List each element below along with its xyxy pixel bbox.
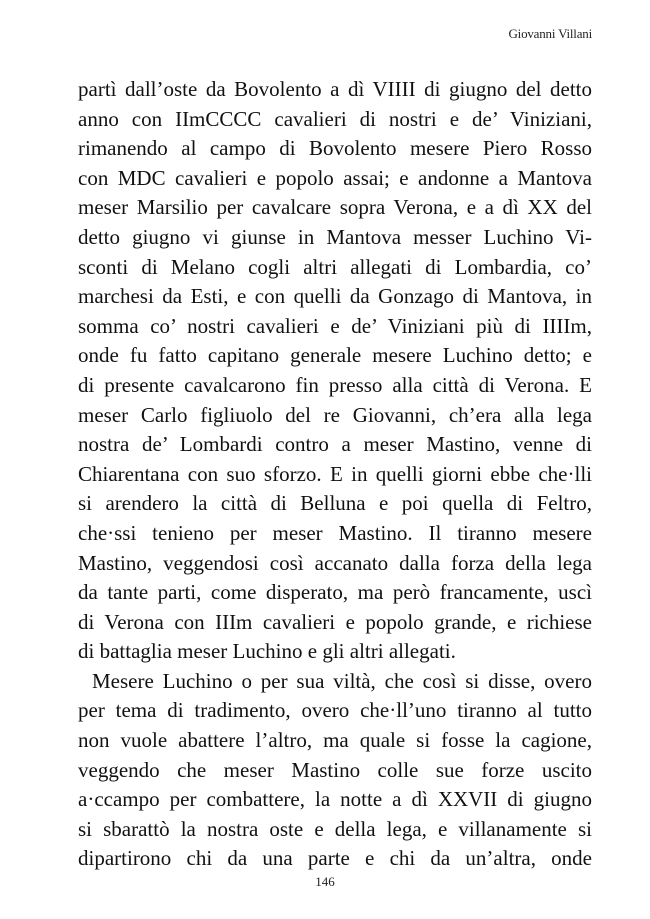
body-text bbox=[78, 75, 592, 874]
text-line: anno con IImCCCC cavalieri di nostri e de’ Viniziani, bbox=[78, 106, 592, 131]
text-line: somma co’ nostri cavalieri e de’ Viniziani più di IIIIm, bbox=[78, 313, 592, 338]
text-line: si sbarattò la nostra oste e della lega, e villanamente si bbox=[78, 816, 592, 841]
text-line: rimanendo al campo di Bovolento mesere Piero Rosso bbox=[78, 136, 592, 161]
text-line: si arendero la città di Belluna e poi quella di Feltro, bbox=[78, 491, 592, 516]
text-line: Mesere Luchino o per sua viltà, che così si disse, overo bbox=[92, 668, 592, 693]
text-line: sconti di Melano cogli altri allegati di Lombardia, co’ bbox=[78, 254, 592, 279]
paragraph bbox=[78, 75, 592, 667]
text-line: non vuole abattere l’altro, ma quale si fosse la cagione, bbox=[78, 728, 592, 753]
text-line: meser Marsilio per cavalcare sopra Verona, e a dì XX del bbox=[78, 195, 592, 220]
text-line: partì dall’oste da Bovolento a dì VIIII di giugno del detto bbox=[78, 77, 592, 101]
text-line: per tema di tradimento, overo che·ll’uno tiranno al tutto bbox=[78, 698, 592, 723]
text-line: dipartirono chi da una parte e chi da un’altra, onde bbox=[78, 846, 592, 871]
page-number: 146 bbox=[315, 874, 335, 889]
text-line: che·ssi tenieno per meser Mastino. Il tiranno mesere bbox=[78, 520, 592, 545]
text-line: a·ccampo per combattere, la notte a dì XXVII di giugno bbox=[78, 787, 592, 812]
text-line: marchesi da Esti, e con quelli da Gonzago di Mantova, in bbox=[78, 284, 592, 309]
text-line: Chiarentana con suo sforzo. E in quelli giorni ebbe che·lli bbox=[78, 461, 592, 486]
text-line: di presente cavalcarono fin presso alla città di Verona. E bbox=[78, 372, 592, 397]
paragraph bbox=[78, 667, 592, 874]
text-line: da tante parti, come disperato, ma però francamente, uscì bbox=[78, 580, 592, 605]
text-line: di Verona con IIIm cavalieri e popolo grande, e richiese bbox=[78, 609, 592, 634]
text-line: con MDC cavalieri e popolo assai; e andonne a Mantova bbox=[78, 165, 592, 190]
text-line: di battaglia meser Luchino e gli altri allegati. bbox=[78, 639, 456, 664]
text-line: detto giugno vi giunse in Mantova messer Luchino Vi- bbox=[78, 224, 592, 249]
text-line: meser Carlo figliuolo del re Giovanni, ch’era alla lega bbox=[78, 402, 592, 427]
text-line: nostra de’ Lombardi contro a meser Mastino, venne di bbox=[78, 432, 592, 457]
running-head: Giovanni Villani bbox=[508, 26, 592, 41]
text-line: Mastino, veggendosi così accanato dalla forza della lega bbox=[78, 550, 592, 575]
text-line: veggendo che meser Mastino colle sue forze uscito bbox=[78, 757, 592, 782]
text-line: onde fu fatto capitano generale mesere Luchino detto; e bbox=[78, 343, 592, 368]
